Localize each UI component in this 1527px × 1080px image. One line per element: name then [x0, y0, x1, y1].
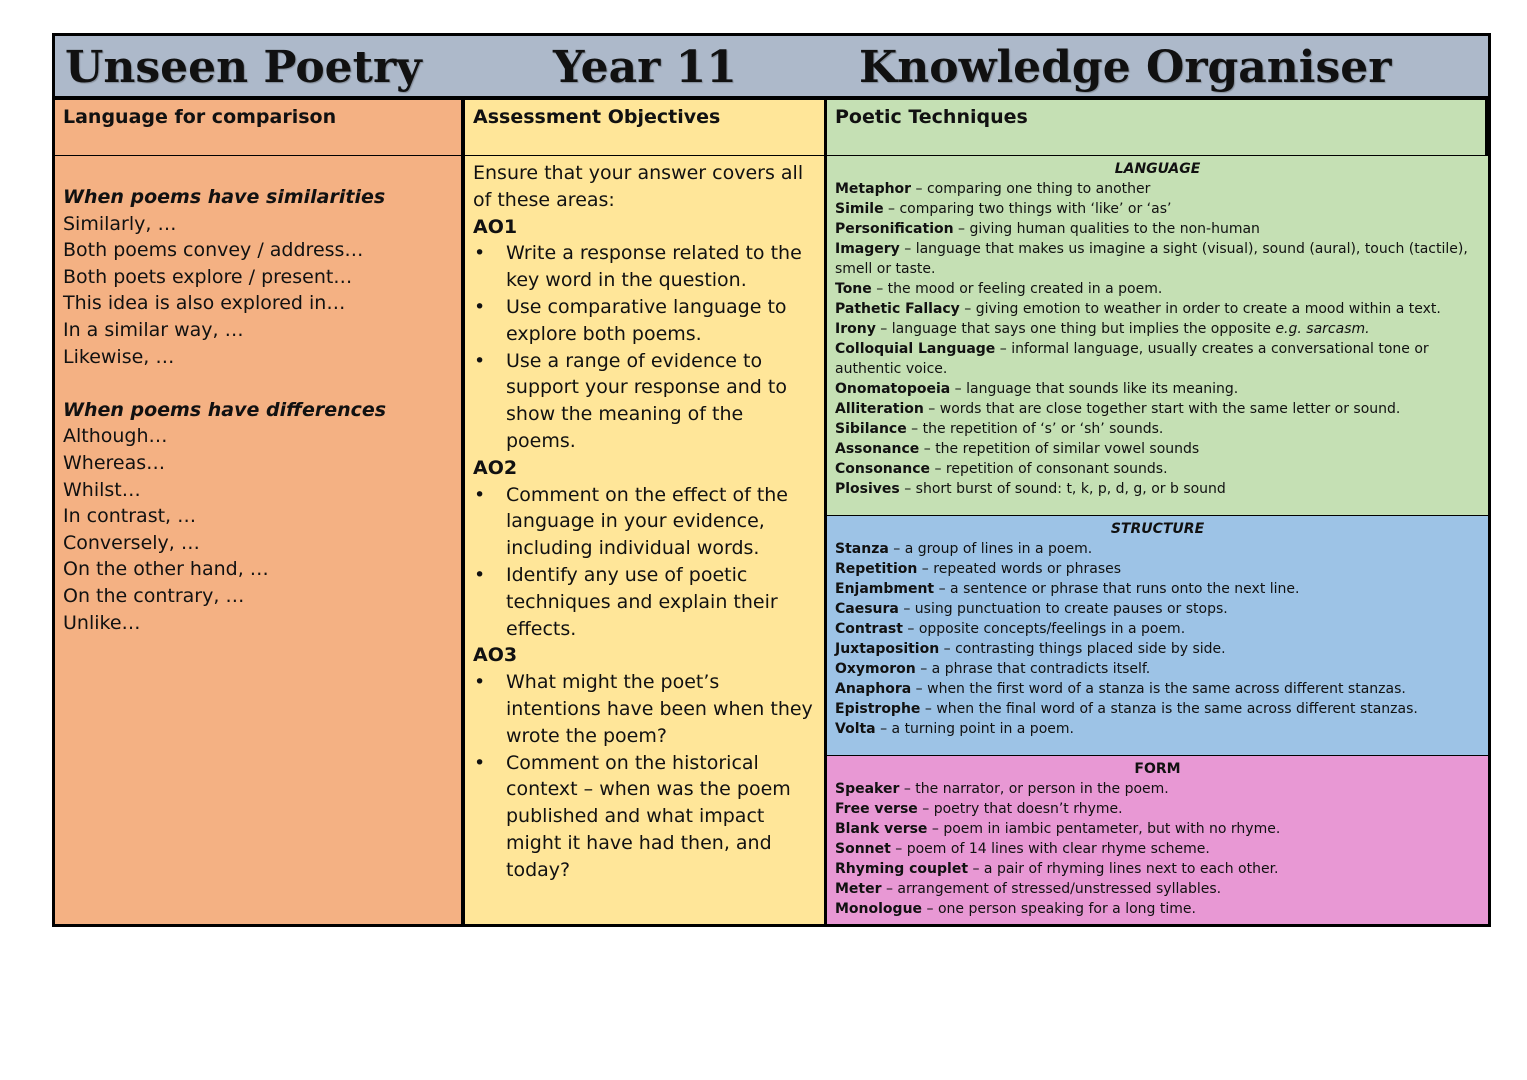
- technique-definition: – a phrase that contradicts itself.: [915, 661, 1151, 677]
- ao3-point: • Comment on the historical context – when was the poem published and what impact might it have had then, and today?: [473, 750, 816, 884]
- technique-term: Alliteration: [835, 401, 924, 417]
- language-for-comparison-column: [55, 100, 465, 924]
- technique-definition: – one person speaking for a long time.: [922, 901, 1196, 917]
- technique-definition: – giving human qualities to the non-human: [953, 221, 1260, 237]
- structure-technique-row: [835, 719, 1480, 739]
- technique-term: Colloquial Language: [835, 341, 996, 357]
- technique-definition: – poem of 14 lines with clear rhyme scheme.: [890, 841, 1210, 857]
- technique-term: Personification: [835, 221, 954, 237]
- technique-term: Simile: [835, 201, 884, 217]
- structure-technique-row: [835, 699, 1480, 719]
- structure-technique-row: [835, 619, 1480, 639]
- technique-term: Pathetic Fallacy: [835, 301, 960, 317]
- ao3-point: • What might the poet’s intentions have been when they wrote the poem?: [473, 669, 816, 749]
- language-technique-row: [835, 219, 1480, 239]
- technique-definition: – a sentence or phrase that runs onto the next line.: [934, 581, 1300, 597]
- language-technique-row: [835, 319, 1480, 339]
- technique-definition: – language that says one thing but implies the opposite: [875, 321, 1276, 337]
- technique-term: Speaker: [835, 781, 900, 797]
- language-technique-row: [835, 399, 1480, 419]
- language-items: [835, 179, 1480, 499]
- technique-term: Assonance: [835, 441, 920, 457]
- language-technique-row: [835, 379, 1480, 399]
- assessment-objectives-body: [465, 156, 824, 884]
- technique-definition: – language that sounds like its meaning.: [950, 381, 1239, 397]
- structure-items: [835, 539, 1480, 739]
- technique-definition: – poem in iambic pentameter, but with no rhyme.: [927, 821, 1281, 837]
- ao2-point: • Identify any use of poetic techniques and explain their effects.: [473, 562, 816, 642]
- form-technique-row: [835, 839, 1480, 859]
- similarity-phrase: This idea is also explored in…: [63, 292, 346, 315]
- technique-definition: – the narrator, or person in the poem.: [899, 781, 1169, 797]
- similarity-phrase: Both poems convey / address…: [63, 239, 364, 262]
- technique-definition: – contrasting things placed side by side.: [939, 641, 1226, 657]
- technique-term: Sibilance: [835, 421, 907, 437]
- difference-phrase: Unlike…: [63, 611, 141, 634]
- technique-term: Anaphora: [835, 681, 912, 697]
- form-section: [827, 756, 1488, 924]
- technique-definition: – the mood or feeling created in a poem.: [871, 281, 1163, 297]
- technique-term: Stanza: [835, 541, 889, 557]
- technique-definition: – using punctuation to create pauses or stops.: [898, 601, 1228, 617]
- technique-term: Plosives: [835, 481, 900, 497]
- technique-term: Enjambment: [835, 581, 935, 597]
- technique-term: Onomatopoeia: [835, 381, 951, 397]
- form-technique-row: [835, 879, 1480, 899]
- similarities-heading: When poems have similarities: [63, 186, 386, 208]
- technique-definition: – giving emotion to weather in order to create a mood within a text.: [959, 301, 1441, 317]
- technique-term: Epistrophe: [835, 701, 921, 717]
- technique-term: Consonance: [835, 461, 930, 477]
- technique-term: Meter: [835, 881, 882, 897]
- technique-term: Sonnet: [835, 841, 891, 857]
- language-technique-row: [835, 279, 1480, 299]
- technique-definition: – informal language, usually creates a conversational tone or authentic voice.: [835, 341, 1429, 377]
- technique-definition: – comparing one thing to another: [911, 181, 1151, 197]
- title-knowledge-organiser: Knowledge Organiser: [859, 42, 1392, 93]
- technique-definition: – words that are close together start with the same letter or sound.: [923, 401, 1401, 417]
- language-technique-row: [835, 199, 1480, 219]
- technique-definition: – arrangement of stressed/unstressed syllables.: [881, 881, 1222, 897]
- technique-term: Imagery: [835, 241, 900, 257]
- similarity-phrase: Similarly, …: [63, 212, 177, 235]
- form-technique-row: [835, 859, 1480, 879]
- language-for-comparison-heading: Language for comparison: [55, 100, 461, 156]
- difference-phrase: On the other hand, …: [63, 558, 269, 581]
- language-for-comparison-body: [55, 156, 461, 636]
- technique-example: e.g. sarcasm.: [1275, 321, 1370, 337]
- similarity-phrase: In a similar way, …: [63, 318, 244, 341]
- technique-definition: – the repetition of similar vowel sounds: [919, 441, 1200, 457]
- technique-definition: – language that makes us imagine a sight (visual), sound (aural), touch (tactile), smell or taste.: [835, 241, 1468, 277]
- technique-definition: – short burst of sound: t, k, p, d, g, or b sound: [899, 481, 1226, 497]
- ao1-point: • Write a response related to the key word in the question.: [473, 240, 816, 294]
- ao1-label: AO1: [473, 215, 518, 238]
- title-unseen-poetry: Unseen Poetry: [65, 42, 422, 93]
- technique-term: Contrast: [835, 621, 903, 637]
- difference-phrase: On the contrary, …: [63, 584, 245, 607]
- language-technique-row: [835, 179, 1480, 199]
- technique-definition: – when the first word of a stanza is the same across different stanzas.: [911, 681, 1406, 697]
- poetic-techniques-column: [827, 100, 1488, 924]
- technique-term: Oxymoron: [835, 661, 916, 677]
- language-technique-row: [835, 239, 1480, 279]
- technique-definition: – poetry that doesn’t rhyme.: [917, 801, 1123, 817]
- difference-phrase: Whereas…: [63, 451, 166, 474]
- form-technique-row: [835, 799, 1480, 819]
- difference-phrase: Conversely, …: [63, 531, 200, 554]
- ao1-point: • Use comparative language to explore both poems.: [473, 294, 816, 348]
- technique-term: Rhyming couplet: [835, 861, 969, 877]
- ao1-list: [473, 240, 816, 454]
- technique-definition: – opposite concepts/feelings in a poem.: [902, 621, 1186, 637]
- differences-heading: When poems have differences: [63, 398, 387, 421]
- technique-term: Metaphor: [835, 181, 912, 197]
- language-technique-row: [835, 479, 1480, 499]
- similarity-phrase: Likewise, …: [63, 345, 175, 368]
- technique-term: Blank verse: [835, 821, 928, 837]
- technique-definition: – a turning point in a poem.: [875, 721, 1074, 737]
- ao2-point: • Comment on the effect of the language in your evidence, including individual words.: [473, 482, 816, 562]
- structure-technique-row: [835, 639, 1480, 659]
- form-technique-row: [835, 779, 1480, 799]
- structure-section: [827, 516, 1488, 756]
- title-year: Year 11: [553, 42, 737, 93]
- technique-term: Caesura: [835, 601, 899, 617]
- technique-definition: – a pair of rhyming lines next to each other.: [968, 861, 1279, 877]
- similarity-phrase: Both poets explore / present…: [63, 265, 353, 288]
- technique-definition: – when the final word of a stanza is the same across different stanzas.: [920, 701, 1418, 717]
- technique-definition: – repeated words or phrases: [917, 561, 1122, 577]
- structure-technique-row: [835, 539, 1480, 559]
- structure-technique-row: [835, 559, 1480, 579]
- structure-section-title: STRUCTURE: [1110, 521, 1205, 537]
- structure-technique-row: [835, 599, 1480, 619]
- technique-definition: – comparing two things with ‘like’ or ‘as’: [883, 201, 1172, 217]
- technique-term: Tone: [835, 281, 872, 297]
- structure-technique-row: [835, 679, 1480, 699]
- difference-phrase: Whilst…: [63, 478, 141, 501]
- technique-term: Repetition: [835, 561, 918, 577]
- ao3-label: AO3: [473, 644, 518, 667]
- ao1-point: • Use a range of evidence to support your response and to show the meaning of the poems.: [473, 348, 816, 455]
- language-technique-row: [835, 459, 1480, 479]
- technique-term: Free verse: [835, 801, 918, 817]
- ao2-label: AO2: [473, 456, 518, 479]
- structure-technique-row: [835, 579, 1480, 599]
- form-items: [835, 779, 1480, 919]
- knowledge-organiser-sheet: [52, 33, 1491, 927]
- technique-term: Juxtaposition: [835, 641, 940, 657]
- technique-definition: – repetition of consonant sounds.: [930, 461, 1168, 477]
- form-section-title: FORM: [1134, 761, 1181, 777]
- technique-definition: – a group of lines in a poem.: [888, 541, 1093, 557]
- difference-phrase: Although…: [63, 425, 168, 448]
- language-technique-row: [835, 339, 1480, 379]
- ao3-list: [473, 669, 816, 883]
- language-technique-row: [835, 299, 1480, 319]
- technique-definition: – the repetition of ‘s’ or ‘sh’ sounds.: [906, 421, 1164, 437]
- assessment-objectives-column: [465, 100, 827, 924]
- language-section: [827, 156, 1488, 516]
- spacer: [63, 370, 453, 397]
- language-section-title: LANGUAGE: [1114, 161, 1201, 177]
- poetic-techniques-heading: Poetic Techniques: [827, 100, 1488, 156]
- ao2-list: [473, 482, 816, 643]
- technique-term: Irony: [835, 321, 876, 337]
- form-technique-row: [835, 819, 1480, 839]
- difference-phrase: In contrast, …: [63, 505, 197, 528]
- ao-intro: Ensure that your answer covers all of these areas:: [473, 162, 804, 211]
- form-technique-row: [835, 899, 1480, 919]
- assessment-objectives-heading: Assessment Objectives: [465, 100, 824, 156]
- technique-term: Volta: [835, 721, 876, 737]
- language-technique-row: [835, 439, 1480, 459]
- title-bar: [55, 36, 1488, 100]
- technique-term: Monologue: [835, 901, 923, 917]
- structure-technique-row: [835, 659, 1480, 679]
- language-technique-row: [835, 419, 1480, 439]
